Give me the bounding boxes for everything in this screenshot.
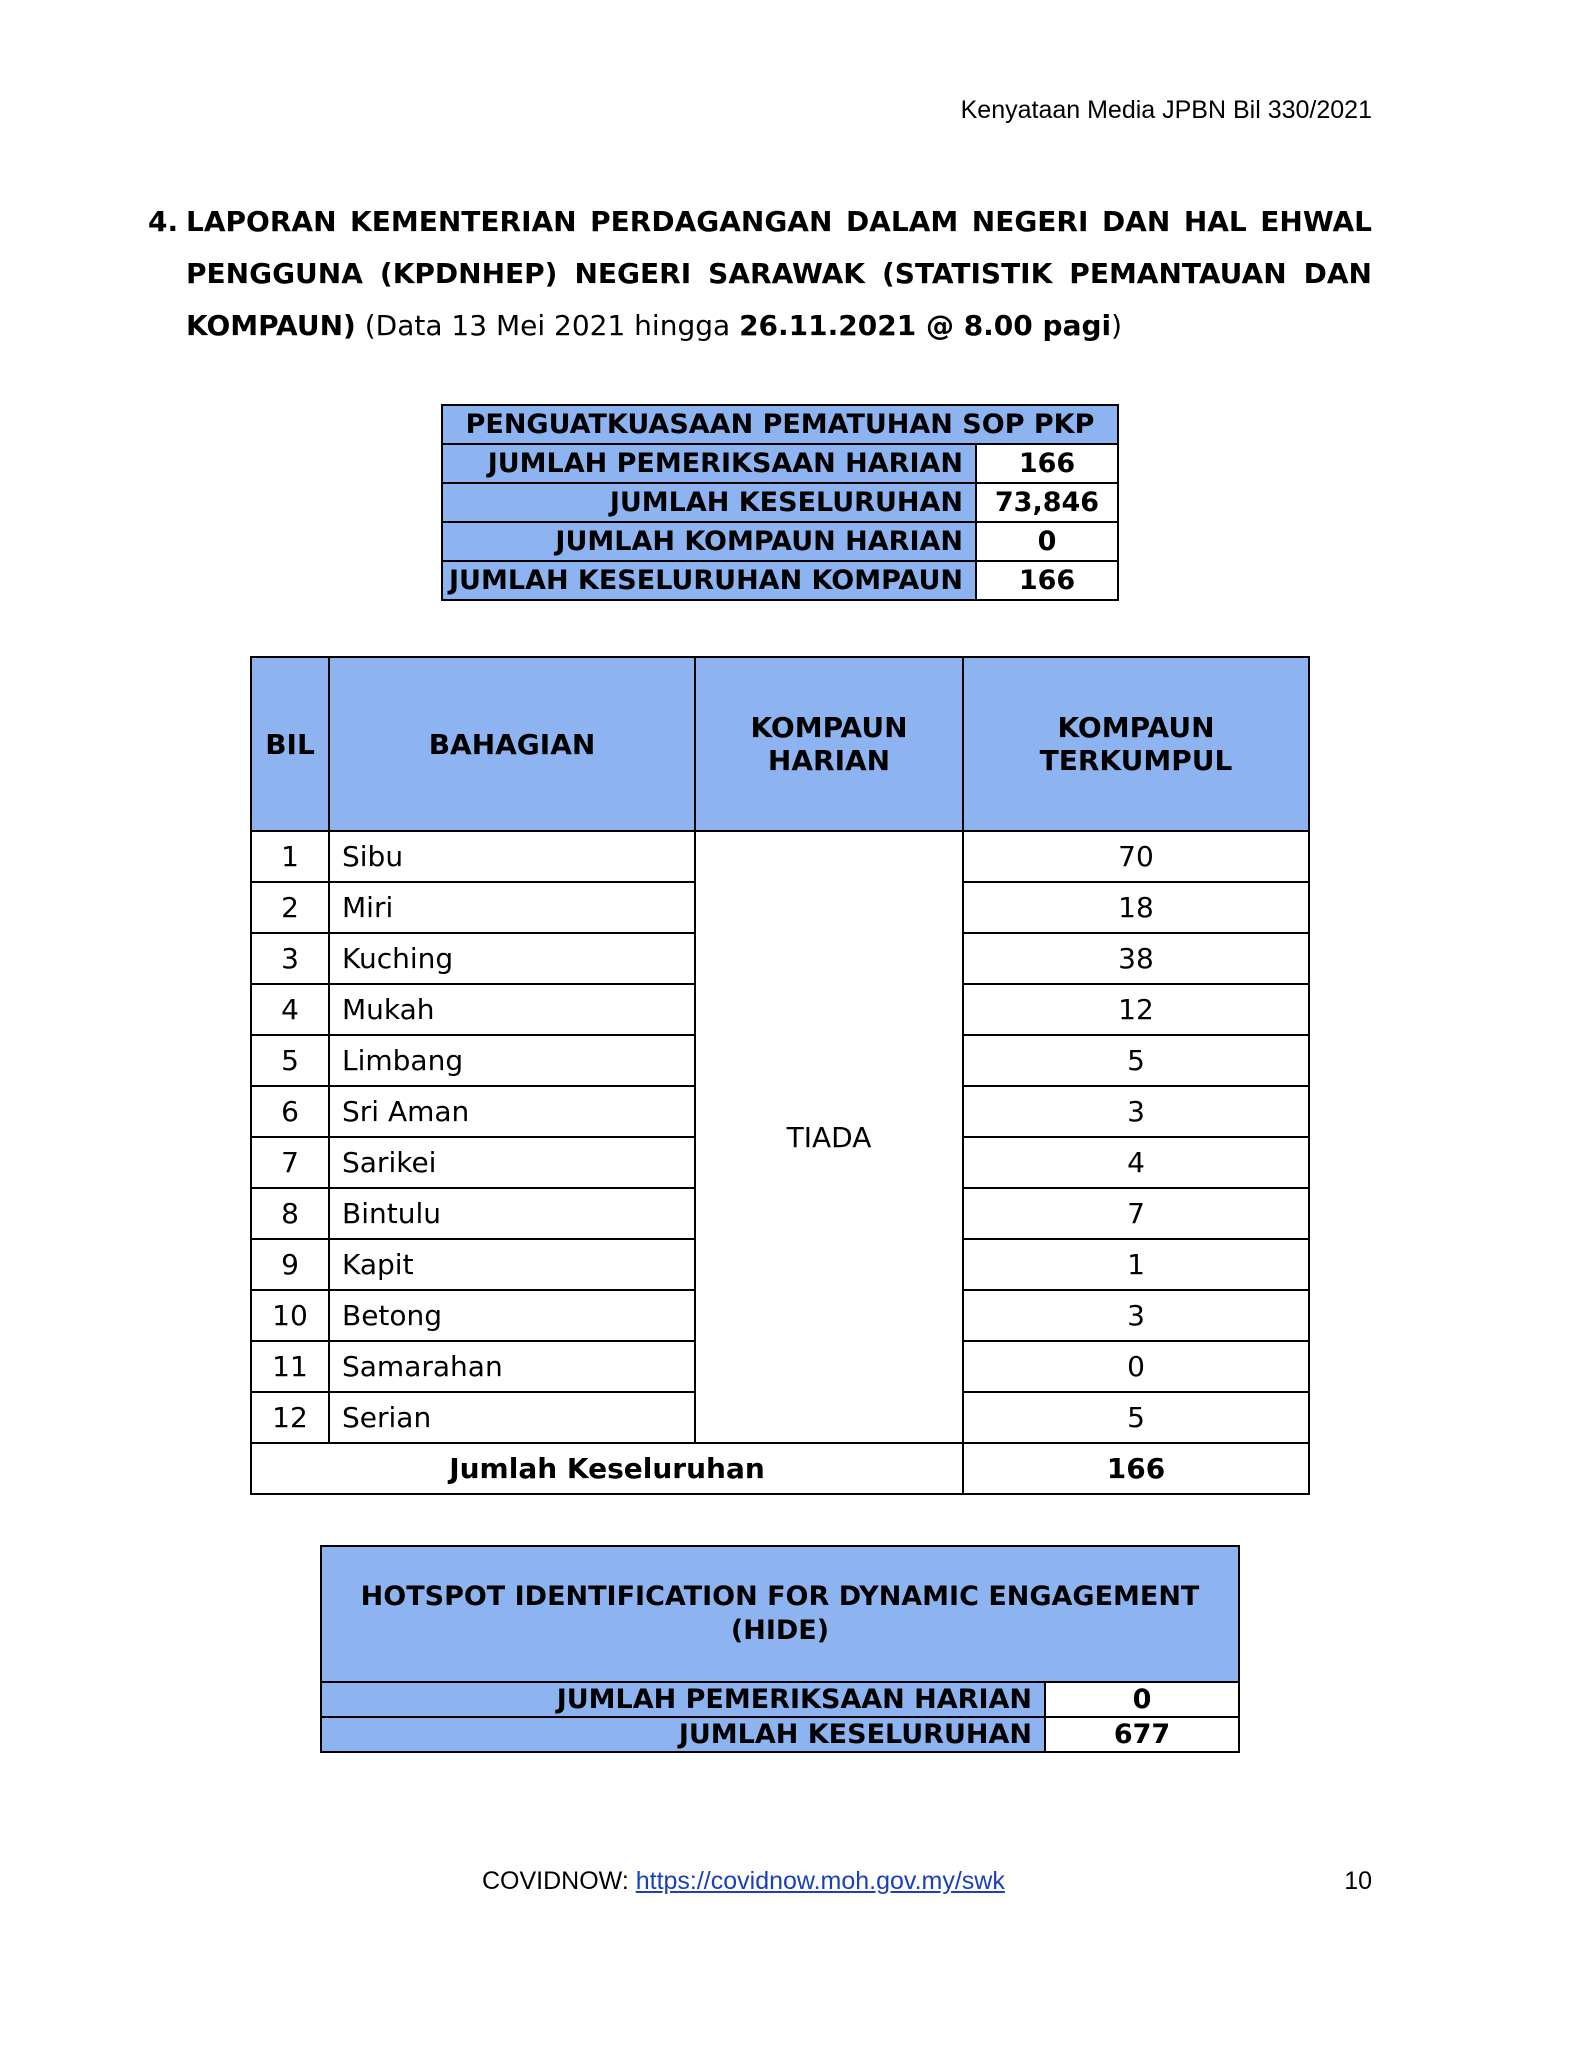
table-row [321, 1682, 1239, 1717]
table-row [321, 1717, 1239, 1752]
cell-kompaun-terkumpul: 5 [963, 1035, 1309, 1086]
sop-summary-table [441, 404, 1119, 601]
section-date-close: ) [1111, 309, 1123, 342]
sop-row-value: 73,846 [976, 483, 1118, 522]
table-header-row [251, 657, 1309, 831]
page-number: 10 [1344, 1867, 1372, 1895]
hide-summary-table [320, 1545, 1240, 1753]
sop-row-label: JUMLAH KESELURUHAN [442, 483, 976, 522]
cell-kompaun-terkumpul: 5 [963, 1392, 1309, 1443]
column-header-bahagian: BAHAGIAN [329, 657, 695, 831]
cell-bil: 9 [251, 1239, 329, 1290]
table-row [251, 831, 1309, 882]
cell-bil: 2 [251, 882, 329, 933]
cell-bahagian: Miri [329, 882, 695, 933]
sop-row-label: JUMLAH KESELURUHAN KOMPAUN [442, 561, 976, 600]
sop-row-value: 166 [976, 444, 1118, 483]
column-header-kompaun-harian: KOMPAUN HARIAN [695, 657, 963, 831]
cell-bil: 12 [251, 1392, 329, 1443]
sop-row-label: JUMLAH KOMPAUN HARIAN [442, 522, 976, 561]
cell-kompaun-terkumpul: 70 [963, 831, 1309, 882]
section-date: 26.11.2021 @ 8.00 pagi [739, 309, 1112, 342]
section-number: 4. [148, 205, 179, 238]
table-row [442, 444, 1118, 483]
sop-table-title: PENGUATKUASAAN PEMATUHAN SOP PKP [442, 405, 1118, 444]
cell-bil: 6 [251, 1086, 329, 1137]
cell-bahagian: Sibu [329, 831, 695, 882]
section-title-bold: KOMPAUN) [186, 309, 356, 342]
cell-kompaun-terkumpul: 38 [963, 933, 1309, 984]
cell-bahagian: Serian [329, 1392, 695, 1443]
cell-bahagian: Mukah [329, 984, 695, 1035]
covidnow-link[interactable]: https://covidnow.moh.gov.my/swk [635, 1867, 1005, 1895]
cell-bahagian: Betong [329, 1290, 695, 1341]
cell-bahagian: Kuching [329, 933, 695, 984]
hide-row-value: 0 [1045, 1682, 1239, 1717]
hide-table-title: HOTSPOT IDENTIFICATION FOR DYNAMIC ENGAGEMENT (HIDE) [321, 1546, 1239, 1682]
cell-bil: 1 [251, 831, 329, 882]
cell-kompaun-terkumpul: 3 [963, 1086, 1309, 1137]
cell-bahagian: Sarikei [329, 1137, 695, 1188]
table-row [442, 483, 1118, 522]
cell-bahagian: Kapit [329, 1239, 695, 1290]
hide-row-label: JUMLAH PEMERIKSAAN HARIAN [321, 1682, 1045, 1717]
document-reference: Kenyataan Media JPBN Bil 330/2021 [960, 96, 1372, 124]
cell-bahagian: Limbang [329, 1035, 695, 1086]
cell-kompaun-terkumpul: 7 [963, 1188, 1309, 1239]
cell-bahagian: Bintulu [329, 1188, 695, 1239]
district-compound-table [250, 656, 1310, 1495]
cell-kompaun-terkumpul: 1 [963, 1239, 1309, 1290]
hide-row-label: JUMLAH KESELURUHAN [321, 1717, 1045, 1752]
section-title-line: PENGGUNA (KPDNHEP) NEGERI SARAWAK (STATISTIK PEMANTAUAN DAN [186, 257, 1372, 290]
cell-bil: 4 [251, 984, 329, 1035]
cell-bil: 8 [251, 1188, 329, 1239]
cell-kompaun-terkumpul: 12 [963, 984, 1309, 1035]
column-header-bil: BIL [251, 657, 329, 831]
cell-kompaun-terkumpul: 0 [963, 1341, 1309, 1392]
section-date-prefix: (Data 13 Mei 2021 hingga [355, 309, 740, 342]
footer [482, 1867, 1005, 1896]
total-value: 166 [963, 1443, 1309, 1494]
section-title [148, 196, 1372, 352]
cell-bil: 10 [251, 1290, 329, 1341]
sop-row-label: JUMLAH PEMERIKSAAN HARIAN [442, 444, 976, 483]
hide-row-value: 677 [1045, 1717, 1239, 1752]
cell-bil: 11 [251, 1341, 329, 1392]
column-header-kompaun-terkumpul: KOMPAUN TERKUMPUL [963, 657, 1309, 831]
cell-kompaun-terkumpul: 18 [963, 882, 1309, 933]
table-row [442, 522, 1118, 561]
cell-bil: 5 [251, 1035, 329, 1086]
cell-bil: 7 [251, 1137, 329, 1188]
cell-bahagian: Sri Aman [329, 1086, 695, 1137]
table-total-row [251, 1443, 1309, 1494]
section-title-line [186, 300, 1372, 352]
section-title-line: LAPORAN KEMENTERIAN PERDAGANGAN DALAM NEGERI DAN HAL EHWAL [186, 205, 1372, 238]
footer-prefix: COVIDNOW: [482, 1867, 636, 1895]
sop-row-value: 166 [976, 561, 1118, 600]
cell-bil: 3 [251, 933, 329, 984]
table-row [442, 561, 1118, 600]
cell-kompaun-terkumpul: 4 [963, 1137, 1309, 1188]
sop-row-value: 0 [976, 522, 1118, 561]
cell-kompaun-terkumpul: 3 [963, 1290, 1309, 1341]
total-label: Jumlah Keseluruhan [251, 1443, 963, 1494]
cell-bahagian: Samarahan [329, 1341, 695, 1392]
cell-kompaun-harian: TIADA [695, 831, 963, 1443]
